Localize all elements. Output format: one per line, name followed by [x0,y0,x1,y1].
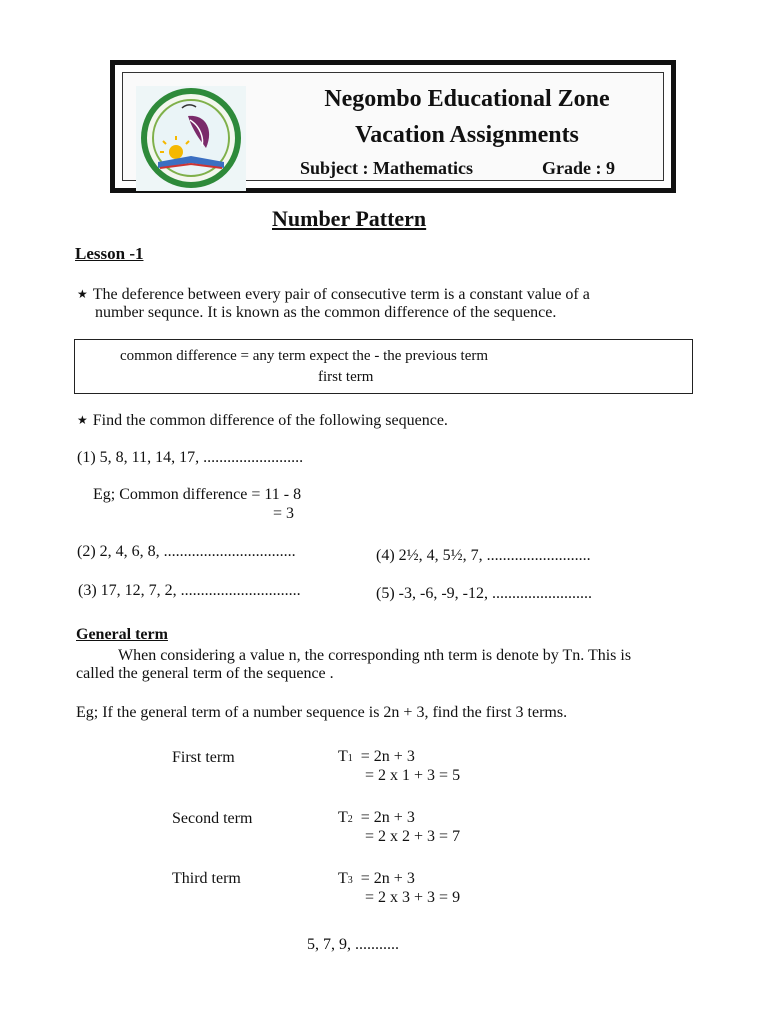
question-1: (1) 5, 8, 11, 14, 17, ......................... [77,449,304,466]
term-formula-third: T3 = 2n + 3 [338,870,415,887]
definition-line-1: ★ The deference between every pair of consecutive term is a constant value of a [77,286,590,303]
school-emblem-icon [136,86,246,191]
term-calc-first: = 2 x 1 + 3 = 5 [365,767,461,784]
term-formula-second: T2 = 2n + 3 [338,809,415,826]
instruction-line: ★ Find the common difference of the following sequence. [77,412,448,429]
question-4: (4) 2½, 4, 5½, 7, .......................... [376,547,591,564]
definition-line-2: number sequnce. It is known as the common difference of the sequence. [95,304,557,321]
subject-label: Subject : Mathematics [300,158,473,178]
question-5: (5) -3, -6, -9, -12, ......................... [376,585,592,602]
general-term-heading: General term [76,626,168,643]
example-line-2: = 3 [273,505,295,522]
general-term-example: Eg; If the general term of a number sequence is 2n + 3, find the first 3 terms. [76,704,568,721]
term-label-third: Third term [172,870,241,887]
term-formula-first: T1 = 2n + 3 [338,748,415,765]
formula-line-1: common difference = any term expect the - the previous term [120,348,489,364]
question-3: (3) 17, 12, 7, 2, .............................. [78,582,301,599]
example-line-1: Eg; Common difference = 11 - 8 [93,486,302,503]
term-calc-second: = 2 x 2 + 3 = 7 [365,828,461,845]
star-bullet-icon: ★ [77,287,88,301]
term-label-first: First term [172,749,235,766]
question-2: (2) 2, 4, 6, 8, ................................. [77,543,296,560]
general-term-para-2: called the general term of the sequence . [76,665,334,682]
star-bullet-icon: ★ [77,413,88,427]
formula-line-2: first term [318,369,374,385]
header-subtitle: Vacation Assignments [355,122,579,148]
header-title: Negombo Educational Zone [324,86,610,112]
lesson-heading: Lesson -1 [75,244,144,263]
general-term-para-1: When considering a value n, the corresponding nth term is denote by Tn. This is [118,647,632,664]
document-title: Number Pattern [272,206,427,231]
term-calc-third: = 2 x 3 + 3 = 9 [365,889,461,906]
term-label-second: Second term [172,810,253,827]
sequence-result: 5, 7, 9, ........... [307,936,399,953]
grade-label: Grade : 9 [542,158,615,178]
